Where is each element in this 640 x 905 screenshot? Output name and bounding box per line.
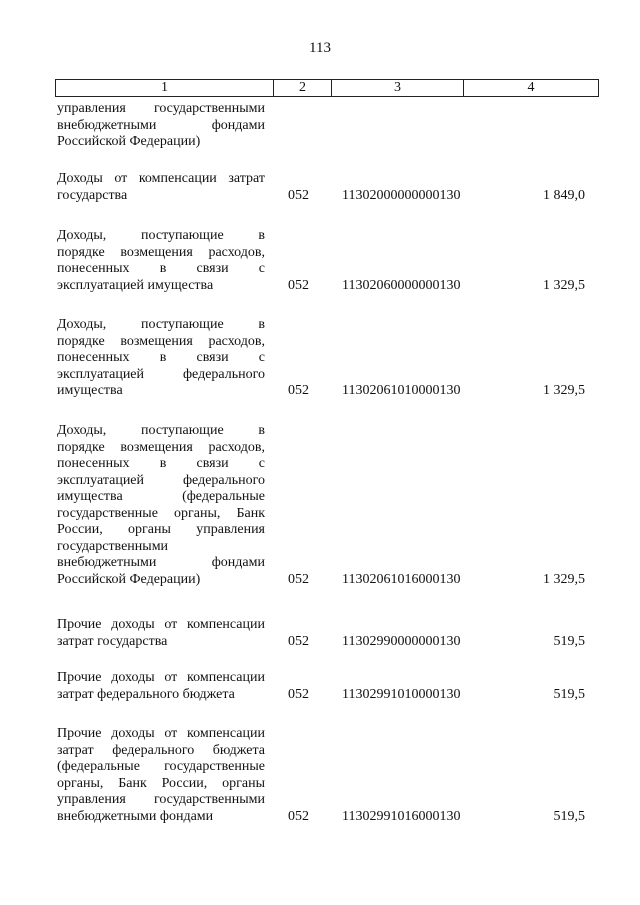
page-number: 113 [309, 40, 331, 56]
row-description-line: управления государственными [57, 101, 265, 116]
row-description-line: (федеральные государственные [57, 759, 265, 774]
row-description-line: эксплуатацией имущества [57, 277, 214, 293]
row-description-line: затрат государства [57, 633, 168, 649]
row-description-line: управления государственными [57, 792, 265, 807]
row-code: 052 [288, 383, 309, 398]
row-description-line: эксплуатацией федерального [57, 366, 265, 382]
row-description-line: Прочие доходы от компенсации [57, 670, 265, 685]
row-amount: 519,5 [553, 808, 585, 824]
row-description [57, 101, 265, 151]
row-description-line: Российской Федерации) [57, 134, 201, 149]
header-col-1: 1 [161, 80, 168, 95]
row-code: 052 [288, 571, 309, 587]
row-description-line: порядке возмещения расходов, [57, 333, 265, 349]
row-amount: 1 849,0 [543, 187, 585, 203]
row-description-line: Доходы, поступающие в [57, 317, 265, 332]
row-kbk-code: 11302991010000130 [342, 686, 461, 702]
row-amount: 1 329,5 [543, 277, 585, 293]
row-description [57, 171, 265, 204]
row-description-line: понесенных в связи с [57, 350, 265, 365]
row-code: 052 [288, 187, 309, 203]
row-description-line: государственными [57, 538, 169, 554]
row-description-line: Доходы, поступающие в [57, 228, 265, 243]
row-description-line: порядке возмещения расходов, [57, 244, 265, 260]
row-description [57, 423, 265, 588]
row-amount: 519,5 [553, 686, 585, 702]
row-description-line: Доходы от компенсации затрат [57, 171, 265, 186]
row-description-line: государства [57, 187, 128, 203]
table-header [55, 79, 599, 97]
row-description [57, 317, 265, 400]
row-description-line: органы, Банк России, органы [57, 775, 265, 791]
row-description-line: порядке возмещения расходов, [57, 439, 265, 455]
row-description-line: государственные органы, Банк [57, 505, 265, 521]
row-description-line: Российской Федерации) [57, 571, 201, 587]
row-description-line: понесенных в связи с [57, 261, 265, 276]
row-description [57, 670, 265, 703]
row-code: 052 [288, 808, 309, 824]
row-amount: 1 329,5 [543, 383, 585, 398]
row-description-line: Прочие доходы от компенсации [57, 726, 265, 741]
row-description-line: имущества (федеральные [57, 489, 265, 504]
row-description-line: Прочие доходы от компенсации [57, 617, 265, 632]
row-description-line: понесенных в связи с [57, 456, 265, 471]
row-description-line: внебюджетными фондами [57, 555, 265, 570]
row-code: 052 [288, 633, 309, 649]
row-description-line: затрат федерального бюджета [57, 686, 235, 702]
row-description-line: внебюджетными фондами [57, 117, 265, 133]
row-amount: 519,5 [553, 633, 585, 649]
row-code: 052 [288, 277, 309, 293]
row-description-line: Доходы, поступающие в [57, 423, 265, 438]
row-description-line: эксплуатацией федерального [57, 472, 265, 488]
header-col-3: 3 [331, 80, 463, 96]
row-kbk-code: 11302061010000130 [342, 383, 461, 398]
row-description [57, 726, 265, 825]
row-description-line: внебюджетными фондами [57, 808, 214, 824]
row-code: 052 [288, 686, 309, 702]
header-col-2: 2 [273, 80, 331, 96]
row-description [57, 228, 265, 294]
header-col-4: 4 [463, 80, 598, 96]
row-description-line: России, органы управления [57, 522, 265, 537]
row-kbk-code: 11302061016000130 [342, 571, 461, 587]
row-description [57, 617, 265, 650]
row-kbk-code: 11302991016000130 [342, 808, 461, 824]
row-kbk-code: 11302000000000130 [342, 187, 461, 203]
row-kbk-code: 11302060000000130 [342, 277, 461, 293]
row-description-line: имущества [57, 383, 123, 398]
row-amount: 1 329,5 [543, 571, 585, 587]
row-kbk-code: 11302990000000130 [342, 633, 461, 649]
row-description-line: затрат федерального бюджета [57, 742, 265, 758]
